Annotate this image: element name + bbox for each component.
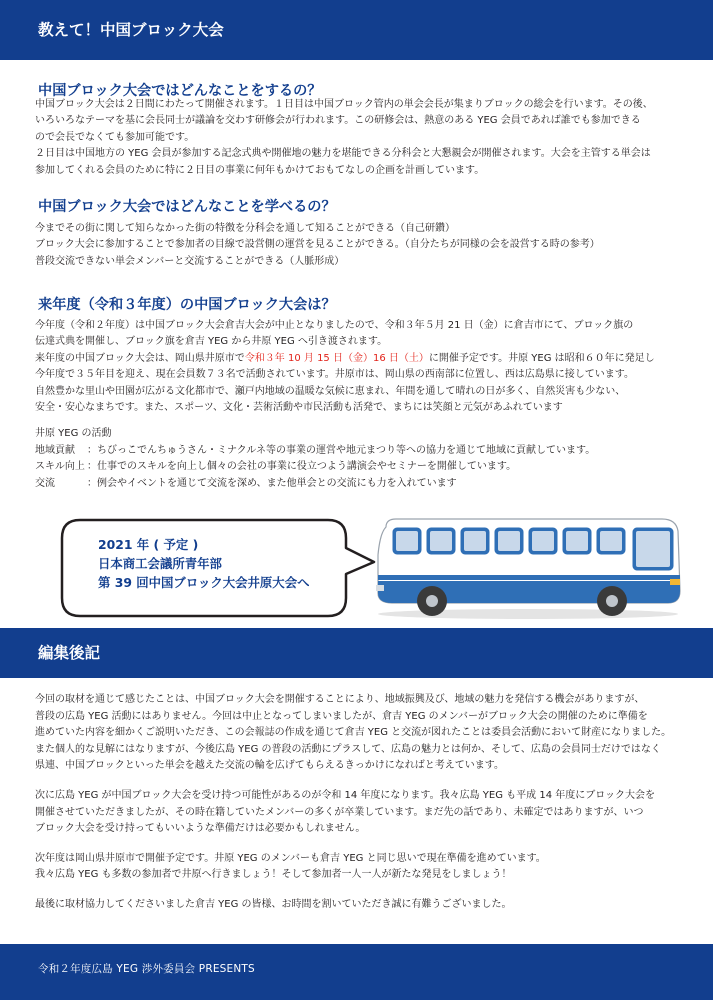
note-line: 最後に取材協力してくださいました倉吉 YEG の皆様、お時間を割いていただき誠に有難うございました。 <box>35 898 512 910</box>
section3-line: 安全・安心なまちです。また、スポーツ、文化・芸術活動や市民活動も活発で、まちには笑顔と元気があふれています <box>35 402 563 414</box>
activities-list <box>35 443 595 492</box>
section2-line: ブロック大会に参加することで参加者の目線で設営側の運営を見ることができる。（自分たちが同様の会を設営する時の参考） <box>35 239 600 251</box>
bubble-text <box>98 535 309 592</box>
editor-note-body <box>35 692 671 914</box>
note-line: 我々広島 YEG も多数の参加者で井原へ行きましょう！そして参加者一人一人が新たな発見をしましょう！ <box>35 869 512 881</box>
header-band <box>0 0 713 60</box>
editor-note-band <box>0 628 713 678</box>
bubble-line-org: 日本商工会議所青年部 <box>98 556 222 571</box>
section1-line: 参加してくれる会員のために特に２日目の事業に何年もかけておもてなしの企画を計画しています。 <box>35 164 485 176</box>
activities-title: 井原 YEG の活動 <box>35 428 112 440</box>
activity-desc: ：仕事でのスキルを向上し個々の会社の事業に役立つよう講演会やセミナーを開催しています。 <box>87 461 517 473</box>
section3-body <box>35 318 655 492</box>
page-title: 教えて！中国ブロック大会 <box>38 21 224 39</box>
section2-line: 普段交流できない単会メンバーと交流することができる（人脈形成） <box>35 255 345 267</box>
activity-desc: ：ちびっこでんちゅうさん・ミナクルネ等の事業の運営や地元まつり等への協力を通じて地域に貢献しています。 <box>87 444 596 456</box>
section3-line <box>35 351 655 367</box>
section3-line3-post: に開催予定です。井原 YEG は昭和６０年に発足し <box>428 352 655 364</box>
bubble-line-event: 第 39 回中国ブロック大会井原大会へ <box>98 575 310 590</box>
activity-row <box>35 459 595 475</box>
section2-heading: 中国ブロック大会ではどんなことを学べるの？ <box>38 199 336 215</box>
section1-line: 中国ブロック大会は２日間にわたって開催されます。１日目は中国ブロック管内の単会会長が集まりブロックの総会を行います。その後、 <box>35 99 653 110</box>
section1-line: ２日目は中国地方の YEG 会員が参加する記念式典や開催地の魅力を堪能できる分科会と大懇親会が開催されます。大会を主管する単会は <box>35 148 651 160</box>
note-line: また個人的な見解にはなりますが、今後広島 YEG の普段の活動にプラスして、広島の魅力とは何か、そして、広島の会員同士だけではなく <box>35 743 661 755</box>
note-line: 普段の広島 YEG 活動にはありません。今回は中止となってしまいましたが、倉吉 YEG のメンバーがブロック大会の開催のために準備を <box>35 710 648 722</box>
note-line: 県連、中国ブロックといった単会を越えた交流の輪を広げてもらえるきっかけになればと考えています。 <box>35 760 504 772</box>
section1-heading: 中国ブロック大会ではどんなことをするの？ <box>38 83 322 99</box>
bus-illustration <box>372 515 684 621</box>
footer-band <box>0 944 713 1000</box>
note-line: 進めていた内容を細かくご説明いただき、この会報誌の作成を通じて倉吉 YEG と交流が図れたことは委員会活動において財産になりました。 <box>35 727 672 739</box>
note-line: 次年度は岡山県井原市で開催予定です。井原 YEG のメンバーも倉吉 YEG と同じ思いで現在準備を進めています。 <box>35 852 546 864</box>
note-line: 今回の取材を通じて感じたことは、中国ブロック大会を開催することにより、地域振興及び、地域の魅力を発信する機会がありますが、 <box>35 694 645 705</box>
section1-body <box>35 97 653 179</box>
section1-line: ので会長でなくても参加可能です。 <box>35 131 195 143</box>
section2-line: 今までその街に関して知らなかった街の特徴を分科会を通して知ることができる（自己研鑽） <box>35 223 455 234</box>
section1-line: いろいろなテーマを基に会長同士が議論を交わす研修会が行われます。この研修会は、熱意のある YEG 会員であれば誰でも参加できる <box>35 115 641 127</box>
section3-line: 今年度（令和２年度）は中国ブロック大会倉吉大会が中止となりましたので、令和３年５月 21 日（金）に倉吉市にて、ブロック旗の <box>35 320 634 331</box>
note-line: 次に広島 YEG が中国ブロック大会を受け持つ可能性があるのが令和 14 年度になります。我々広島 YEG も平成 14 年度にブロック大会を <box>35 789 656 801</box>
section3-heading: 来年度（令和３年度）の中国ブロック大会は？ <box>38 297 336 313</box>
bubble-line-year: 2021 年 ( 予定 ) <box>98 537 199 552</box>
note-line: 開催させていただきましたが、その時在籍していたメンバーの多くが卒業しています。まだ先の話であり、未確定ではありますが、いつ <box>35 806 644 818</box>
activity-term: 地域貢献 <box>35 444 75 456</box>
activity-row <box>35 476 595 492</box>
section2-body <box>35 221 600 270</box>
event-date-highlight: 令和３年 10 月 15 日（金）16 日（土） <box>244 352 429 364</box>
activity-row <box>35 443 595 459</box>
section3-line3-pre: 来年度の中国ブロック大会は、岡山県井原市で <box>35 352 245 364</box>
activity-desc: ：例会やイベントを通じて交流を深め、また他単会との交流にも力を入れています <box>87 477 457 489</box>
activity-term: 交流 <box>35 477 55 489</box>
editor-note-title: 編集後記 <box>38 644 101 662</box>
section3-line: 今年度で３５年目を迎え、現在会員数７３名で活動されています。井原市は、岡山県の西南部に位置し、西は広島県に接しています。 <box>35 369 634 381</box>
section3-line: 自然豊かな里山や田園が広がる文化都市で、瀬戸内地域の温暖な気候に恵まれ、年間を通して晴れの日が多く、自然災害も少ない、 <box>35 385 626 397</box>
section3-line: 伝達式典を開催し、ブロック旗を倉吉 YEG から井原 YEG へ引き渡されます。 <box>35 336 388 348</box>
note-line: ブロック大会を受け持ってもいいような準備だけは必要かもしれません。 <box>35 823 366 835</box>
footer-text: 令和２年度広島 YEG 渉外委員会 PRESENTS <box>38 963 255 975</box>
activity-term: スキル向上 <box>35 461 85 473</box>
